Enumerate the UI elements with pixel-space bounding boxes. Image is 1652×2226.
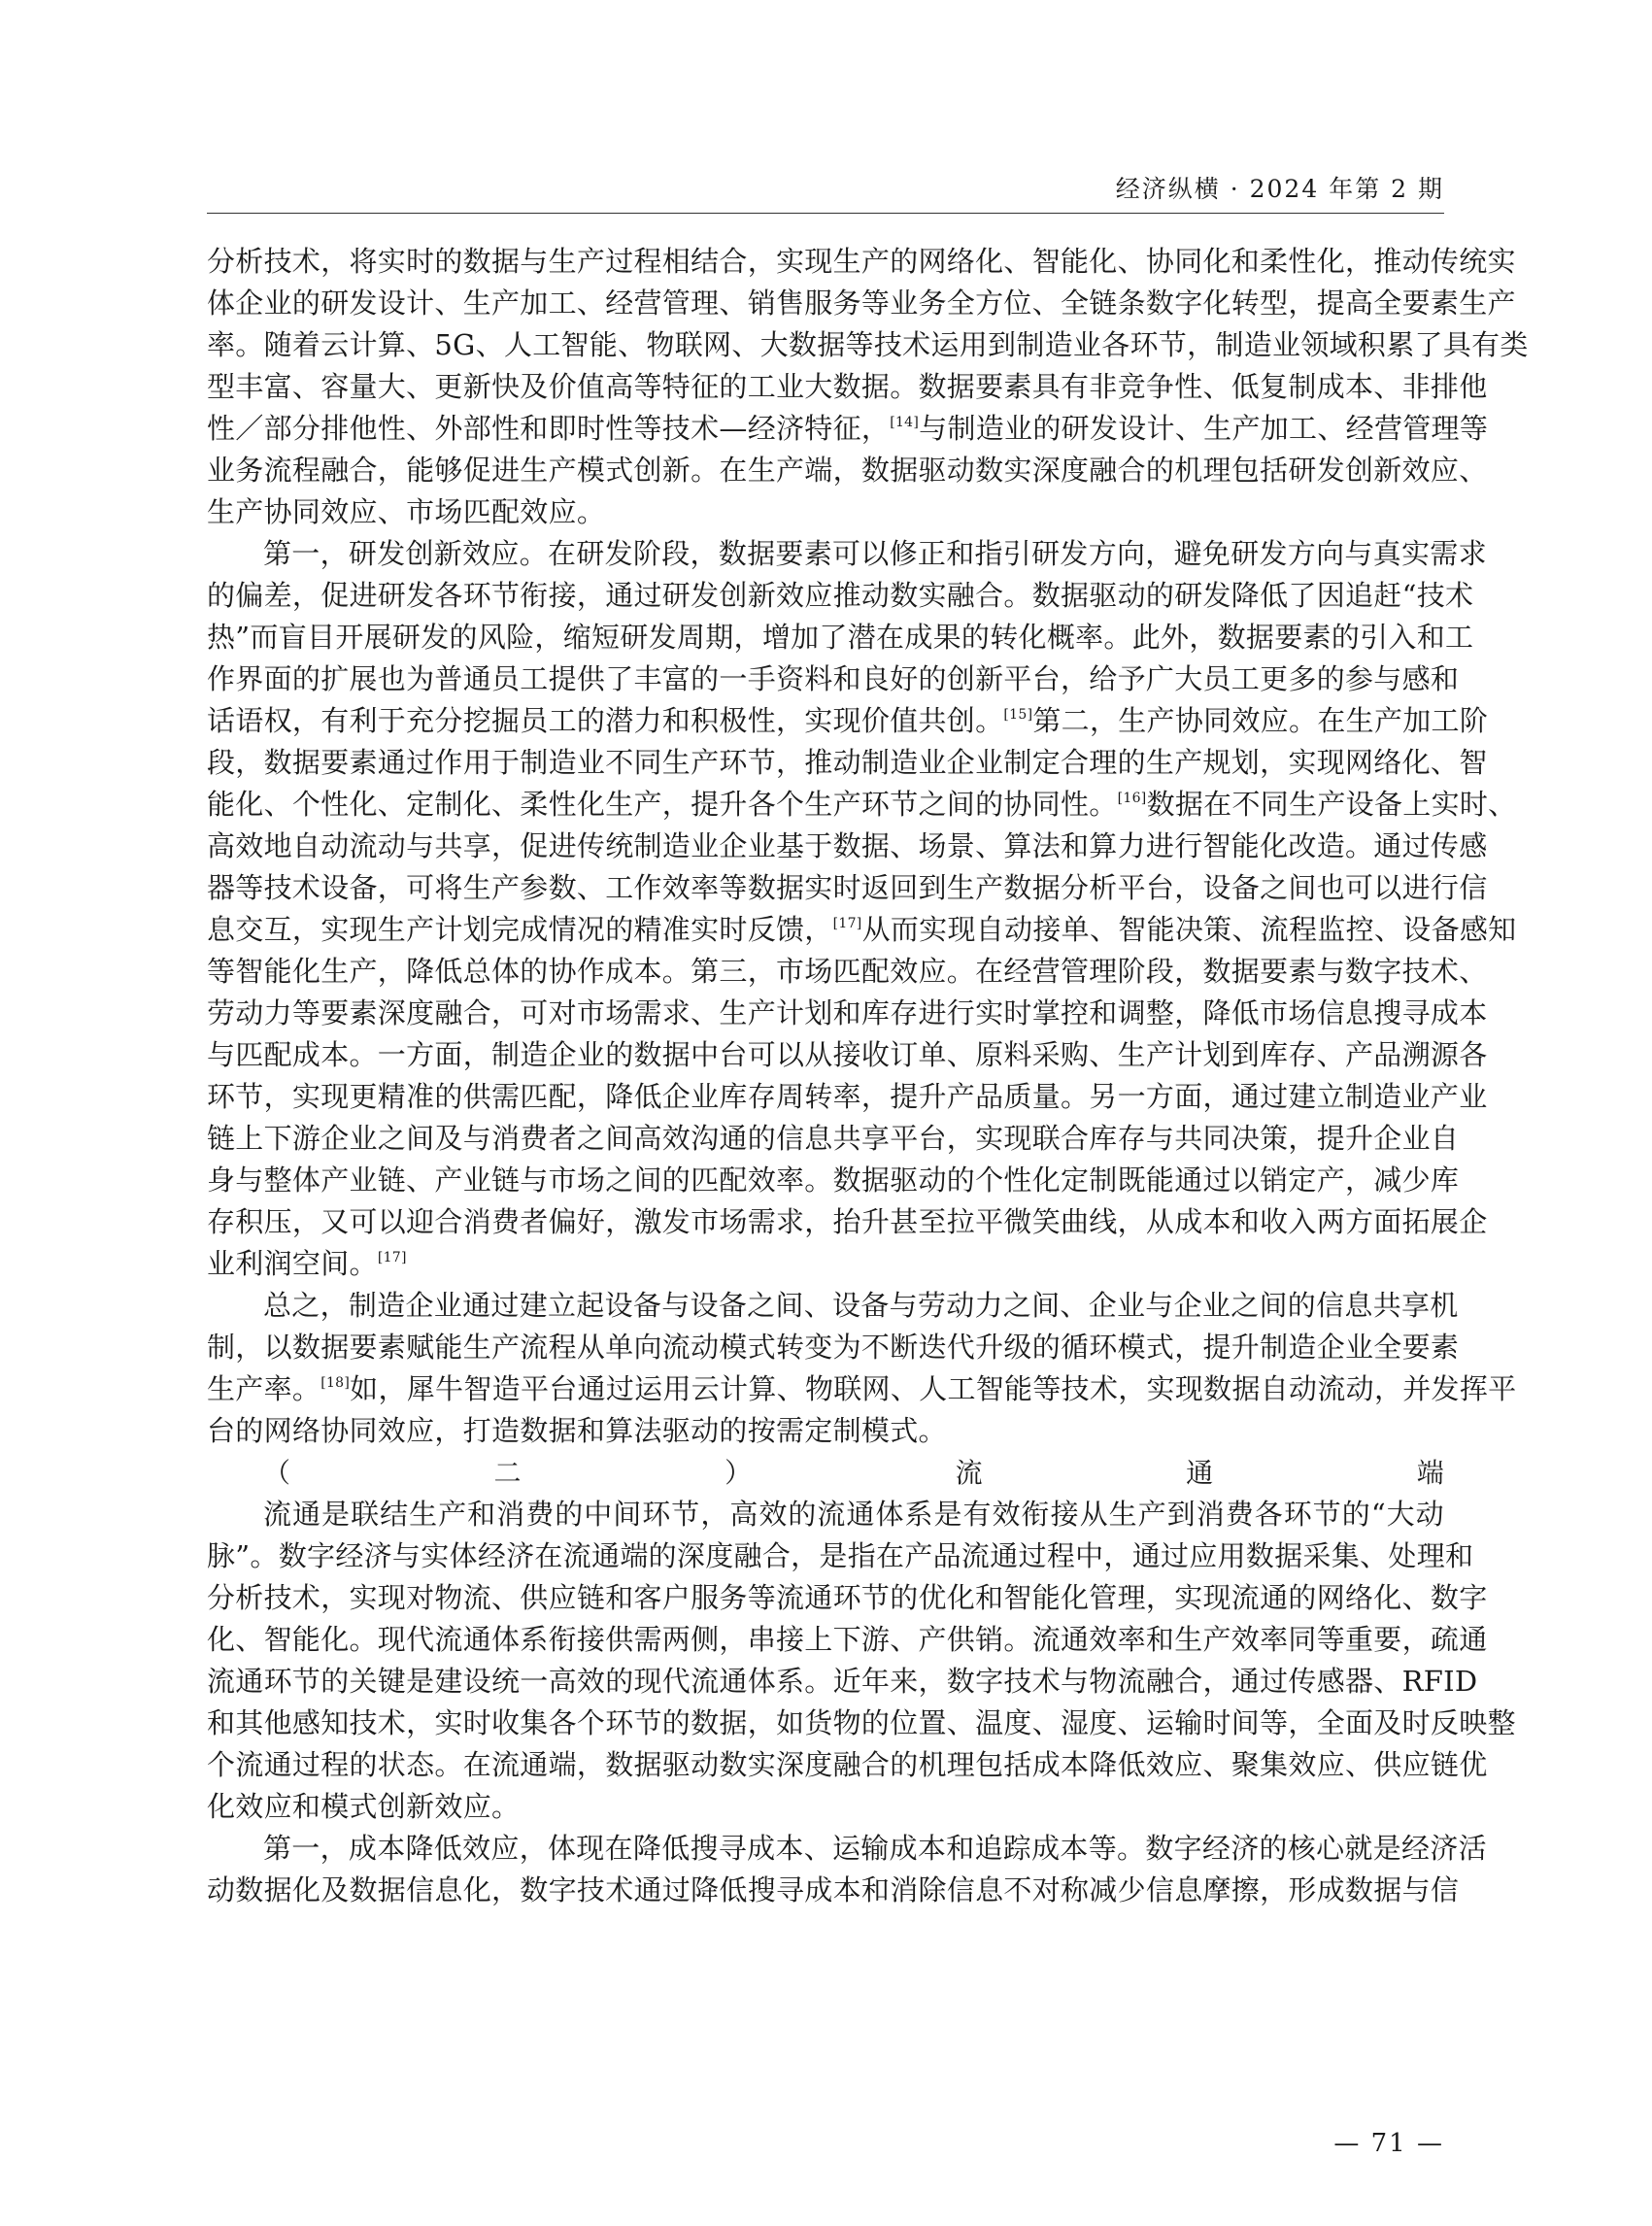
text-line: 脉”。数字经济与实体经济在流通端的深度融合，是指在产品流通过程中，通过应用数据采集、处理和: [207, 1539, 1474, 1572]
text-line: 环节，实现更精准的供需匹配，降低企业库存周转率，提升产品质量。另一方面，通过建立制造业产业: [207, 1080, 1488, 1113]
text-line: 等智能化生产，降低总体的协作成本。第三，市场匹配效应。在经营管理阶段，数据要素与数字技术、: [207, 955, 1488, 988]
text-line: 流通环节的关键是建设统一高效的现代流通体系。近年来，数字技术与物流融合，通过传感器、RFID: [207, 1665, 1478, 1698]
text-line: 型丰富、容量大、更新快及价值高等特征的工业大数据。数据要素具有非竞争性、低复制成本、非排他: [207, 370, 1488, 403]
text-line: 段，数据要素通过作用于制造业不同生产环节，推动制造业企业制定合理的生产规划，实现网络化、智: [207, 746, 1488, 779]
text-line: 劳动力等要素深度融合，可对市场需求、生产计划和库存进行实时掌控和调整，降低市场信息搜寻成本: [207, 996, 1488, 1029]
text-line: 性／部分排他性、外部性和即时性等技术—经济特征，[14]与制造业的研发设计、生产加工、经营管理等: [207, 412, 1489, 445]
text-line: 化效应和模式创新效应。: [207, 1790, 521, 1823]
text-block: [207, 241, 1529, 1911]
header-rule: [207, 213, 1444, 214]
text-line: 和其他感知技术，实时收集各个环节的数据，如货物的位置、温度、湿度、运输时间等，全面及时反映整: [207, 1706, 1516, 1739]
text-line: 身与整体产业链、产业链与市场之间的匹配效率。数据驱动的个性化定制既能通过以销定产，减少库: [207, 1164, 1460, 1197]
text-line: 链上下游企业之间及与消费者之间高效沟通的信息共享平台，实现联合库存与共同决策，提升企业自: [207, 1122, 1460, 1155]
text-line: 第一，成本降低效应，体现在降低搜寻成本、运输成本和追踪成本等。数字经济的核心就是经济活: [263, 1832, 1487, 1865]
text-line: 业利润空间。[17]: [207, 1247, 407, 1280]
text-line: 分析技术，将实时的数据与生产过程相结合，实现生产的网络化、智能化、协同化和柔性化，推动传统实: [207, 245, 1516, 278]
text-line: 息交互，实现生产计划完成情况的精准实时反馈，[17]从而实现自动接单、智能决策、流程监控、设备感知: [207, 913, 1517, 946]
text-line: 总之，制造企业通过建立起设备与设备之间、设备与劳动力之间、企业与企业之间的信息共享机: [263, 1289, 1459, 1322]
page-number: — 71 —: [1333, 2129, 1444, 2158]
text-line: 动数据化及数据信息化，数字技术通过降低搜寻成本和消除信息不对称减少信息摩擦，形成数据与信: [207, 1873, 1460, 1906]
text-line: 话语权，有利于充分挖掘员工的潜力和积极性，实现价值共创。[15]第二，生产协同效应。在生产加工阶: [207, 704, 1489, 737]
text-line: 分析技术，实现对物流、供应链和客户服务等流通环节的优化和智能化管理，实现流通的网络化、数字: [207, 1581, 1488, 1614]
text-line: 作界面的扩展也为普通员工提供了丰富的一手资料和良好的创新平台，给予广大员工更多的参与感和: [207, 662, 1460, 695]
text-line: 能化、个性化、定制化、柔性化生产，提升各个生产环节之间的协同性。[16]数据在不同生产设备上实时、: [207, 788, 1517, 821]
text-line: 的偏差，促进研发各环节衔接，通过研发创新效应推动数实融合。数据驱动的研发降低了因追赶“技术: [207, 579, 1474, 612]
text-line: 流通是联结生产和消费的中间环节，高效的流通体系是有效衔接从生产到消费各环节的“大动: [263, 1498, 1444, 1531]
article-body: [207, 241, 1529, 1911]
section-subheading: （二）流通端: [263, 1457, 1444, 1489]
text-line: 个流通过程的状态。在流通端，数据驱动数实深度融合的机理包括成本降低效应、聚集效应、供应链优: [207, 1748, 1488, 1781]
text-line: 制，以数据要素赋能生产流程从单向流动模式转变为不断迭代升级的循环模式，提升制造企业全要素: [207, 1331, 1460, 1364]
text-line: 体企业的研发设计、生产加工、经营管理、销售服务等业务全方位、全链条数字化转型，提高全要素生产: [207, 287, 1516, 320]
text-line: 生产协同效应、市场匹配效应。: [207, 495, 606, 528]
journal-header: 经济纵横 · 2024 年第 2 期: [1115, 175, 1444, 203]
text-line: 存积压，又可以迎合消费者偏好，激发市场需求，抬升甚至拉平微笑曲线，从成本和收入两方面拓展企: [207, 1205, 1488, 1238]
text-line: 台的网络协同效应，打造数据和算法驱动的按需定制模式。: [207, 1414, 947, 1447]
text-line: 热”而盲目开展研发的风险，缩短研发周期，增加了潜在成果的转化概率。此外，数据要素的引入和工: [207, 621, 1474, 654]
text-line: 高效地自动流动与共享，促进传统制造业企业基于数据、场景、算法和算力进行智能化改造。通过传感: [207, 829, 1488, 862]
text-line: 生产率。[18]如，犀牛智造平台通过运用云计算、物联网、人工智能等技术，实现数据自动流动，并发挥平: [207, 1372, 1517, 1405]
text-line: 率。随着云计算、5G、人工智能、物联网、大数据等技术运用到制造业各环节，制造业领域积累了具有类: [207, 328, 1529, 361]
text-line: 第一，研发创新效应。在研发阶段，数据要素可以修正和指引研发方向，避免研发方向与真实需求: [263, 537, 1487, 570]
text-line: 化、智能化。现代流通体系衔接供需两侧，串接上下游、产供销。流通效率和生产效率同等重要，疏通: [207, 1623, 1488, 1656]
text-line: 器等技术设备，可将生产参数、工作效率等数据实时返回到生产数据分析平台，设备之间也可以进行信: [207, 871, 1488, 904]
text-line: 业务流程融合，能够促进生产模式创新。在生产端，数据驱动数实深度融合的机理包括研发创新效应、: [207, 454, 1488, 487]
text-line: 与匹配成本。一方面，制造企业的数据中台可以从接收订单、原料采购、生产计划到库存、产品溯源各: [207, 1038, 1488, 1071]
